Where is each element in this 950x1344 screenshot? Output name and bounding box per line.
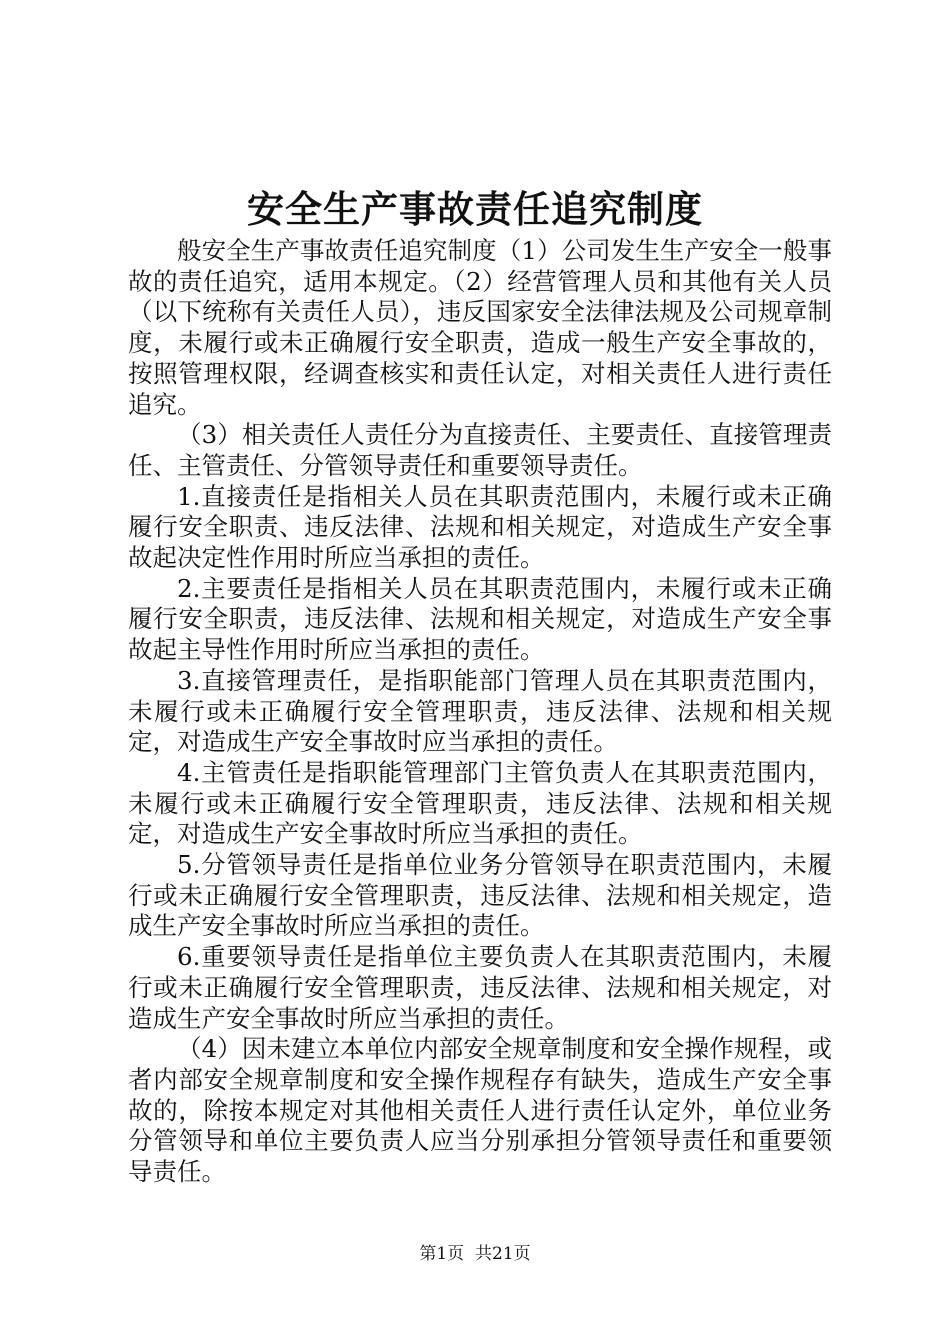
page-number: 第1页 bbox=[419, 1244, 465, 1264]
document-body bbox=[128, 236, 832, 1188]
paragraph: 2.主要责任是指相关人员在其职责范围内，未履行或未正确履行安全职责，违反法律、法规和相关规定，对造成生产安全事故起主导性作用时所应当承担的责任。 bbox=[128, 573, 832, 665]
paragraph: （3）相关责任人责任分为直接责任、主要责任、直接管理责任、主管责任、分管领导责任和重要领导责任。 bbox=[128, 420, 832, 480]
page-footer bbox=[0, 1242, 950, 1266]
page-total: 共21页 bbox=[475, 1244, 531, 1264]
page-title: 安全生产事故责任追究制度 bbox=[247, 187, 703, 231]
paragraph: 4.主管责任是指职能管理部门主管负责人在其职责范围内，未履行或未正确履行安全管理职责，违反法律、法规和相关规定，对造成生产安全事故时所应当承担的责任。 bbox=[128, 757, 832, 849]
paragraph: 般安全生产事故责任追究制度（1）公司发生生产安全一般事故的责任追究，适用本规定。（2）经营管理人员和其他有关人员（以下统称有关责任人员），违反国家安全法律法规及公司规章制度，未履行或未正确履行安全职责，造成一般生产安全事故的，按照管理权限，经调查核实和责任认定，对相关责任人进行责任追究。 bbox=[128, 236, 832, 419]
paragraph: （4）因未建立本单位内部安全规章制度和安全操作规程，或者内部安全规章制度和安全操作规程存有缺失，造成生产安全事故的，除按本规定对其他相关责任人进行责任认定外，单位业务分管领导和单位主要负责人应当分别承担分管领导责任和重要领导责任。 bbox=[128, 1034, 832, 1187]
paragraph: 1.直接责任是指相关人员在其职责范围内，未履行或未正确履行安全职责、违反法律、法规和相关规定，对造成生产安全事故起决定性作用时所应当承担的责任。 bbox=[128, 481, 832, 573]
paragraph: 6.重要领导责任是指单位主要负责人在其职责范围内，未履行或未正确履行安全管理职责，违反法律、法规和相关规定，对造成生产安全事故时所应当承担的责任。 bbox=[128, 942, 832, 1033]
paragraph: 3.直接管理责任，是指职能部门管理人员在其职责范围内，未履行或未正确履行安全管理职责，违反法律、法规和相关规定，对造成生产安全事故时应当承担的责任。 bbox=[128, 665, 832, 757]
paragraph: 5.分管领导责任是指单位业务分管领导在职责范围内，未履行或未正确履行安全管理职责，违反法律、法规和相关规定，造成生产安全事故时所应当承担的责任。 bbox=[128, 850, 832, 941]
